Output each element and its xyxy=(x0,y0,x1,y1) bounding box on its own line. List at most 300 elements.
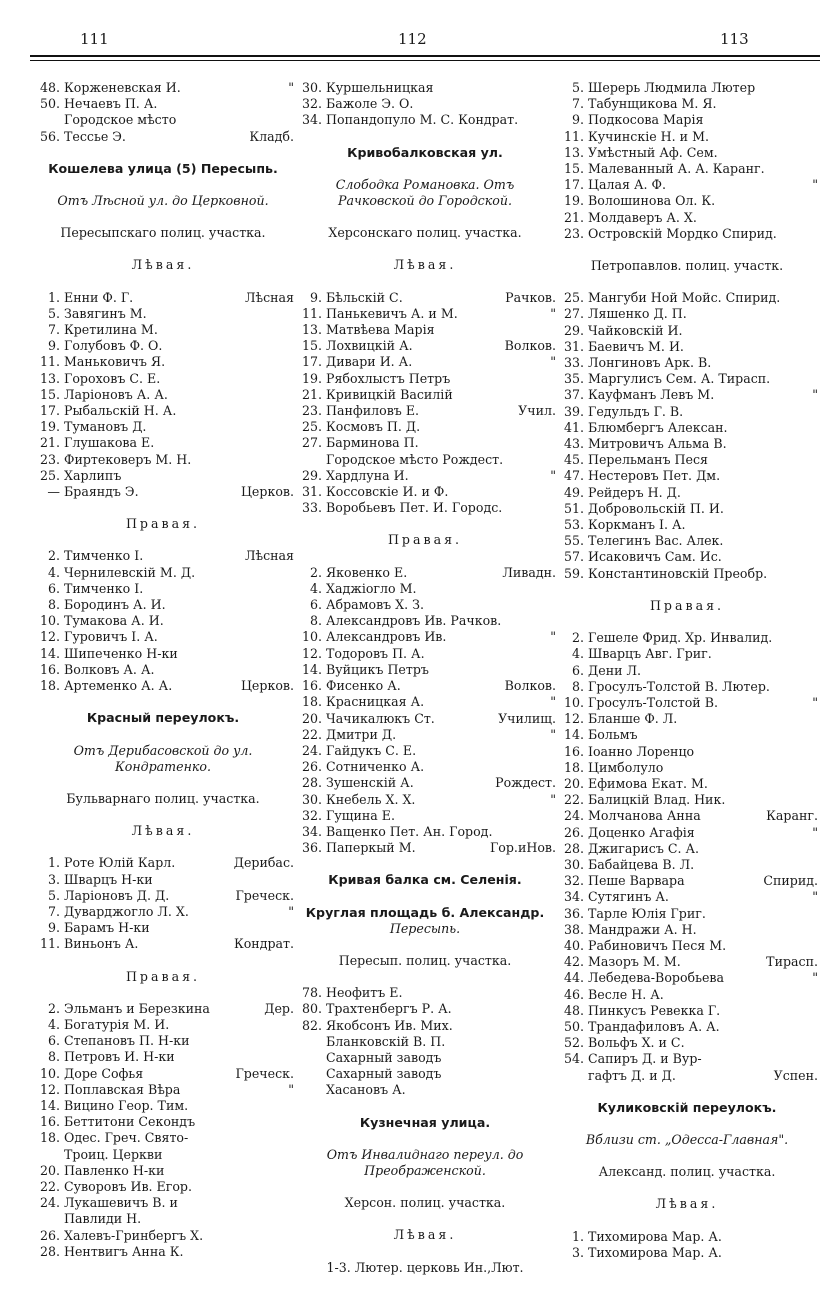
parish-label: Лѣсная xyxy=(244,289,294,305)
house-number: 22. xyxy=(301,726,322,742)
police-district: Херсонскаго полиц. участка. xyxy=(328,225,522,241)
resident-name: Мандражи А. Н. xyxy=(588,921,697,937)
resident-name: Артеменко А. А. xyxy=(64,678,173,694)
resident-name: Маньковичъ Я. xyxy=(64,354,166,370)
resident-name: Барамъ Н-ки xyxy=(64,920,150,936)
house-number: 17. xyxy=(563,177,584,193)
spacer xyxy=(556,1213,818,1229)
house-number xyxy=(294,1082,326,1098)
street-description: Слободка Романовка. Отъ xyxy=(335,176,515,192)
directory-entry xyxy=(32,548,294,564)
house-number: 12. xyxy=(563,711,584,727)
spacer xyxy=(294,969,556,985)
house-number xyxy=(294,1066,326,1082)
resident-name: Тумановъ Д. xyxy=(64,419,147,435)
house-number: 4. xyxy=(309,580,322,596)
column-center xyxy=(294,80,556,1276)
resident-name: Мангуби Ной Мойс. Спирид. xyxy=(588,290,781,306)
directory-entry xyxy=(32,435,294,451)
house-number: 11. xyxy=(39,354,60,370)
house-number: 32. xyxy=(301,96,322,112)
parish-label: Тирасп. xyxy=(766,954,818,970)
directory-entry xyxy=(294,1082,556,1098)
resident-name: Гросулъ-Толстой В. xyxy=(588,694,718,710)
house-number: 25. xyxy=(563,290,584,306)
house-number: 15. xyxy=(39,386,60,402)
spacer xyxy=(32,177,294,193)
directory-entry xyxy=(32,1147,294,1163)
directory-entry xyxy=(32,1211,294,1227)
spacer xyxy=(556,274,818,290)
directory-entry xyxy=(294,711,556,727)
resident-name: Шварцъ Н-ки xyxy=(64,871,153,887)
parish-label: Каранг. xyxy=(766,808,818,824)
resident-name: Баевичъ М. И. xyxy=(588,338,684,354)
spacer xyxy=(556,582,818,598)
house-number: 82. xyxy=(301,1017,322,1033)
side-heading: Правая. xyxy=(387,532,463,548)
police-district: 1-3. Лютер. церковь Ин.,Лют. xyxy=(326,1259,524,1275)
resident-name: Степановъ П. Н-ки xyxy=(64,1033,190,1049)
directory-entry xyxy=(294,80,556,96)
directory-entry xyxy=(556,1229,818,1245)
resident-name: Беттитони Секондъ xyxy=(64,1114,196,1130)
directory-entry xyxy=(32,855,294,871)
resident-name: Волошинова Ол. К. xyxy=(588,193,716,209)
directory-entry xyxy=(294,435,556,451)
street-heading: Красный переулокъ. xyxy=(86,710,240,726)
directory-entry xyxy=(32,629,294,645)
house-number: 10. xyxy=(39,1065,60,1081)
house-number: 56. xyxy=(39,128,60,144)
resident-name: Фиртековеръ М. Н. xyxy=(64,451,192,467)
resident-name: Волковъ А. А. xyxy=(64,661,155,677)
resident-name: Тессье Э. xyxy=(64,128,126,144)
resident-name: Тихомирова Мар. А. xyxy=(588,1228,722,1244)
resident-name: Телегинъ Вас. Алек. xyxy=(588,533,724,549)
directory-entry xyxy=(294,96,556,112)
house-number: 9. xyxy=(571,112,584,128)
house-number: 4. xyxy=(47,564,60,580)
resident-name: Александровъ Ив. Рачков. xyxy=(326,613,502,629)
directory-entry xyxy=(556,1035,818,1051)
directory-entry xyxy=(556,371,818,387)
parish-label: " xyxy=(812,694,818,710)
spacer xyxy=(32,145,294,161)
side-heading: Правая. xyxy=(125,516,201,532)
spacer xyxy=(556,614,818,630)
directory-entry xyxy=(556,533,818,549)
resident-name: Неофитъ Е. xyxy=(326,985,403,1001)
house-number: 18. xyxy=(39,1130,60,1146)
parish-label: " xyxy=(812,387,818,403)
directory-entry xyxy=(32,96,294,112)
directory-entry xyxy=(294,613,556,629)
side-heading: Правая. xyxy=(125,968,201,984)
directory-entry xyxy=(32,1082,294,1098)
directory-entry xyxy=(32,1195,294,1211)
street-heading: Кузнечная улица. xyxy=(359,1114,491,1130)
directory-entry xyxy=(556,1003,818,1019)
directory-entry xyxy=(32,1049,294,1065)
house-number: 7. xyxy=(47,322,60,338)
parish-label: " xyxy=(812,889,818,905)
directory-entry xyxy=(32,1098,294,1114)
house-number xyxy=(32,112,64,128)
police-district: Пересыпскаго полиц. участка. xyxy=(60,225,266,241)
directory-entry xyxy=(32,419,294,435)
directory-entry xyxy=(556,970,818,986)
directory-entry xyxy=(294,597,556,613)
resident-name: Гайдукъ С. Е. xyxy=(326,742,417,758)
resident-name: Вуйцикъ Петръ xyxy=(326,661,429,677)
resident-name: Нестеровъ Пет. Дм. xyxy=(588,468,721,484)
house-number: 22. xyxy=(39,1178,60,1194)
directory-entry xyxy=(294,306,556,322)
house-number: 28. xyxy=(301,775,322,791)
parish-label: Дер. xyxy=(264,1000,294,1016)
spacer xyxy=(294,129,556,145)
house-number: 11. xyxy=(39,936,60,952)
resident-name: Бланше Ф. Л. xyxy=(588,711,678,727)
house-number: 27. xyxy=(563,306,584,322)
directory-entry xyxy=(32,403,294,419)
house-number: 25. xyxy=(301,419,322,435)
directory-entry xyxy=(556,1019,818,1035)
directory-entry xyxy=(294,727,556,743)
house-number: 22. xyxy=(563,792,584,808)
house-number: 32. xyxy=(563,873,584,889)
directory-entry xyxy=(556,1051,818,1067)
resident-name: Дуварджогло Л. Х. xyxy=(64,903,189,919)
resident-name: Нентвигъ Анна К. xyxy=(64,1243,184,1259)
directory-entry xyxy=(294,403,556,419)
directory-entry xyxy=(32,468,294,484)
resident-name: Исаковичъ Сам. Ис. xyxy=(588,549,722,565)
parish-label: " xyxy=(550,467,556,483)
directory-entry xyxy=(32,581,294,597)
spacer xyxy=(32,241,294,257)
resident-name: Хасановъ А. xyxy=(326,1082,406,1098)
directory-entry xyxy=(556,145,818,161)
house-number: 13. xyxy=(563,144,584,160)
house-number: 6. xyxy=(309,597,322,613)
house-number: 23. xyxy=(563,225,584,241)
resident-name: Константиновскій Преобр. xyxy=(588,565,768,581)
house-number: 5. xyxy=(47,887,60,903)
directory-entry xyxy=(294,387,556,403)
house-number: 11. xyxy=(301,305,322,321)
directory-entry xyxy=(556,695,818,711)
directory-entry xyxy=(556,290,818,306)
house-number: 54. xyxy=(563,1051,584,1067)
directory-entry xyxy=(32,338,294,354)
directory-entry xyxy=(556,679,818,695)
house-number: 38. xyxy=(563,921,584,937)
resident-name: Тимченко І. xyxy=(64,548,144,564)
directory-entry xyxy=(556,177,818,193)
house-number: 9. xyxy=(47,920,60,936)
house-number: 44. xyxy=(563,970,584,986)
directory-entry xyxy=(294,759,556,775)
spacer xyxy=(294,274,556,290)
house-number: 17. xyxy=(39,403,60,419)
directory-entry xyxy=(556,922,818,938)
house-number: 3. xyxy=(47,871,60,887)
street-heading: Куликовскій переулокъ. xyxy=(597,1099,777,1115)
resident-name: Молдаверъ А. Х. xyxy=(588,209,697,225)
house-number: 4. xyxy=(571,646,584,662)
house-number: 26. xyxy=(301,759,322,775)
directory-entry xyxy=(294,1034,556,1050)
directory-entry xyxy=(556,987,818,1003)
directory-entry xyxy=(294,500,556,516)
spacer xyxy=(294,241,556,257)
house-number: 21. xyxy=(301,386,322,402)
column-right xyxy=(556,80,818,1261)
spacer xyxy=(294,1211,556,1227)
police-district: Александ. полиц. участка. xyxy=(598,1164,776,1180)
directory-entry xyxy=(32,290,294,306)
house-number: 42. xyxy=(563,954,584,970)
resident-name: Табунщикова М. Я. xyxy=(588,96,717,112)
house-number: 14. xyxy=(39,1097,60,1113)
house-number: 26. xyxy=(563,824,584,840)
house-number: 11. xyxy=(563,128,584,144)
directory-entry xyxy=(32,129,294,145)
resident-name: Харлипъ xyxy=(64,467,122,483)
parish-label: Училищ. xyxy=(498,710,556,726)
directory-entry xyxy=(294,629,556,645)
directory-entry xyxy=(294,662,556,678)
house-number: 27. xyxy=(301,435,322,451)
resident-name: Бѣльскій С. xyxy=(326,289,403,305)
resident-name: Шварцъ Авг. Григ. xyxy=(588,646,712,662)
directory-entry xyxy=(556,841,818,857)
house-number: 21. xyxy=(563,209,584,225)
directory-entry xyxy=(32,322,294,338)
directory-entry xyxy=(32,1017,294,1033)
police-district: Бульварнаго полиц. участка. xyxy=(66,790,260,806)
parish-label: Спирид. xyxy=(763,873,818,889)
resident-name: Сахарный заводъ xyxy=(326,1066,442,1082)
side-heading: Лѣвая. xyxy=(655,1196,719,1212)
directory-entry xyxy=(32,646,294,662)
resident-name: Бажоле Э. О. xyxy=(326,96,414,112)
resident-name: Рейдеръ Н. Д. xyxy=(588,484,681,500)
street-description: Кондратенко. xyxy=(115,758,211,774)
resident-name: Шипеченко Н-ки xyxy=(64,645,178,661)
directory-entry xyxy=(32,1033,294,1049)
directory-entry xyxy=(294,1066,556,1082)
house-number: 32. xyxy=(301,807,322,823)
resident-name: Кнебель Х. Х. xyxy=(326,791,416,807)
house-number: 5. xyxy=(571,80,584,95)
resident-name: Гедульдъ Г. В. xyxy=(588,403,684,419)
street-description: Преображенской. xyxy=(364,1162,486,1178)
house-number: 8. xyxy=(571,678,584,694)
directory-entry xyxy=(556,501,818,517)
house-number: 7. xyxy=(47,903,60,919)
spacer xyxy=(294,549,556,565)
resident-name: Александровъ Ив. xyxy=(326,629,447,645)
resident-name: Дени Л. xyxy=(588,662,641,678)
resident-name: Островскій Мордко Спирид. xyxy=(588,225,777,241)
side-heading: Лѣвая. xyxy=(393,257,457,273)
house-number: 48. xyxy=(39,80,60,95)
resident-name: Трахтенбергъ Р. А. xyxy=(326,1001,452,1017)
resident-name: Панькевичъ А. и М. xyxy=(326,305,458,321)
spacer xyxy=(32,274,294,290)
resident-name: Вольфъ Х. и С. xyxy=(588,1035,685,1051)
directory-entry xyxy=(32,484,294,500)
directory-entry xyxy=(294,808,556,824)
parish-label: " xyxy=(550,354,556,370)
resident-name: Суворовъ Ив. Егор. xyxy=(64,1178,192,1194)
resident-name: Лонгиновъ Арк. В. xyxy=(588,355,712,371)
house-number: 16. xyxy=(39,661,60,677)
parish-label: Греческ. xyxy=(235,1065,294,1081)
house-number: 7. xyxy=(571,96,584,112)
resident-name: Митровичъ Альма В. xyxy=(588,436,727,452)
house-number: 34. xyxy=(301,823,322,839)
directory-entry xyxy=(556,889,818,905)
house-number: 39. xyxy=(563,403,584,419)
header-rule xyxy=(30,55,820,57)
house-number: 45. xyxy=(563,452,584,468)
house-number: 12. xyxy=(301,645,322,661)
house-number: 35. xyxy=(563,371,584,387)
house-number: 17. xyxy=(301,354,322,370)
resident-name: Лебедева-Воробьева xyxy=(588,970,725,986)
resident-name: Ларіоновъ А. А. xyxy=(64,386,168,402)
resident-name: Тарле Юлія Григ. xyxy=(588,905,706,921)
resident-name: Коркманъ І. А. xyxy=(588,517,686,533)
directory-entry xyxy=(294,1050,556,1066)
parish-label: Рождест. xyxy=(495,775,556,791)
directory-entry xyxy=(556,420,818,436)
street-description: Отъ Дерибасовской до ул. xyxy=(73,742,253,758)
house-number xyxy=(556,1068,588,1084)
resident-name: Гросулъ-Толстой В. Лютер. xyxy=(588,678,770,694)
directory-entry xyxy=(556,306,818,322)
resident-name: Ларіоновъ Д. Д. xyxy=(64,887,170,903)
resident-name: Матвѣева Марія xyxy=(326,322,435,338)
resident-name: Завягинъ М. xyxy=(64,305,147,321)
directory-entry xyxy=(294,322,556,338)
resident-name: Чернилевскій М. Д. xyxy=(64,564,196,580)
resident-name: Чачикалюкъ Ст. xyxy=(326,710,435,726)
directory-entry xyxy=(32,387,294,403)
page-number-center: 112 xyxy=(398,30,427,48)
resident-name: Цалая А. Ф. xyxy=(588,177,666,193)
resident-name: Халевъ-Гринбергъ Х. xyxy=(64,1227,204,1243)
parish-label: " xyxy=(812,177,818,193)
resident-name: Павлиди Н. xyxy=(64,1211,142,1227)
directory-entry xyxy=(294,565,556,581)
directory-entry xyxy=(294,468,556,484)
directory-entry xyxy=(294,484,556,500)
police-district: Петропавлов. полиц. участк. xyxy=(590,258,784,274)
resident-name: Тодоровъ П. А. xyxy=(326,645,425,661)
resident-name: Кауфманъ Левъ М. xyxy=(588,387,715,403)
resident-name: Тихомирова Мар. А. xyxy=(588,1244,722,1260)
directory-entry xyxy=(556,436,818,452)
spacer xyxy=(556,1148,818,1164)
house-number: 40. xyxy=(563,937,584,953)
house-number xyxy=(294,1050,326,1066)
resident-name: Барминова П. xyxy=(326,435,419,451)
resident-name: Бабайцева В. Л. xyxy=(588,856,695,872)
resident-name: Доре Софья xyxy=(64,1065,144,1081)
directory-entry xyxy=(556,210,818,226)
house-number: 46. xyxy=(563,986,584,1002)
directory-entry xyxy=(32,1179,294,1195)
page-number-left: 111 xyxy=(80,30,109,48)
house-number: 36. xyxy=(301,840,322,856)
spacer xyxy=(556,242,818,258)
house-number: 24. xyxy=(563,808,584,824)
directory-entry xyxy=(32,1163,294,1179)
resident-name: Весле Н. А. xyxy=(588,986,664,1002)
house-number: 47. xyxy=(563,468,584,484)
resident-name: Корженевская И. xyxy=(64,80,181,95)
parish-label: Кондрат. xyxy=(233,936,294,952)
resident-name: Сапиръ Д. и Вур- xyxy=(588,1051,702,1067)
resident-name: Рябохлыстъ Петръ xyxy=(326,370,451,386)
directory-entry xyxy=(32,613,294,629)
house-number: 10. xyxy=(39,613,60,629)
resident-name: Гороховъ С. Е. xyxy=(64,370,161,386)
directory-entry xyxy=(294,371,556,387)
resident-name: Петровъ И. Н-ки xyxy=(64,1049,175,1065)
house-number: 31. xyxy=(563,338,584,354)
house-number: 49. xyxy=(563,484,584,500)
directory-entry xyxy=(556,129,818,145)
directory-entry xyxy=(32,936,294,952)
resident-name: Голубовъ Ф. О. xyxy=(64,338,163,354)
directory-entry xyxy=(294,419,556,435)
house-number: 6. xyxy=(47,580,60,596)
directory-entry xyxy=(556,938,818,954)
house-number: 1. xyxy=(47,855,60,871)
directory-entry xyxy=(556,906,818,922)
spacer xyxy=(294,856,556,872)
resident-name: Шерерь Людмила Лютер xyxy=(588,80,756,95)
parish-label: Рачков. xyxy=(505,289,556,305)
resident-name: Сахарный заводъ xyxy=(326,1049,442,1065)
house-number xyxy=(32,1211,64,1227)
house-number: 55. xyxy=(563,533,584,549)
spacer xyxy=(32,839,294,855)
resident-name: Пинкусъ Ревекка Г. xyxy=(588,1002,721,1018)
directory-entry xyxy=(294,1018,556,1034)
resident-name: Нечаевъ П. А. xyxy=(64,96,158,112)
resident-name: Цимболуло xyxy=(588,759,664,775)
resident-name: Роте Юлій Карл. xyxy=(64,855,176,871)
parish-label: " xyxy=(550,629,556,645)
spacer xyxy=(294,1131,556,1147)
resident-name: Чайковскій И. xyxy=(588,322,683,338)
resident-name: Лохвицкій А. xyxy=(326,338,413,354)
directory-entry xyxy=(32,80,294,96)
house-number: 8. xyxy=(47,597,60,613)
parish-label: Учил. xyxy=(518,403,556,419)
directory-entry xyxy=(556,226,818,242)
resident-name: Лукашевичъ В. и xyxy=(64,1195,178,1211)
directory-entry xyxy=(294,112,556,128)
directory-entry xyxy=(294,840,556,856)
